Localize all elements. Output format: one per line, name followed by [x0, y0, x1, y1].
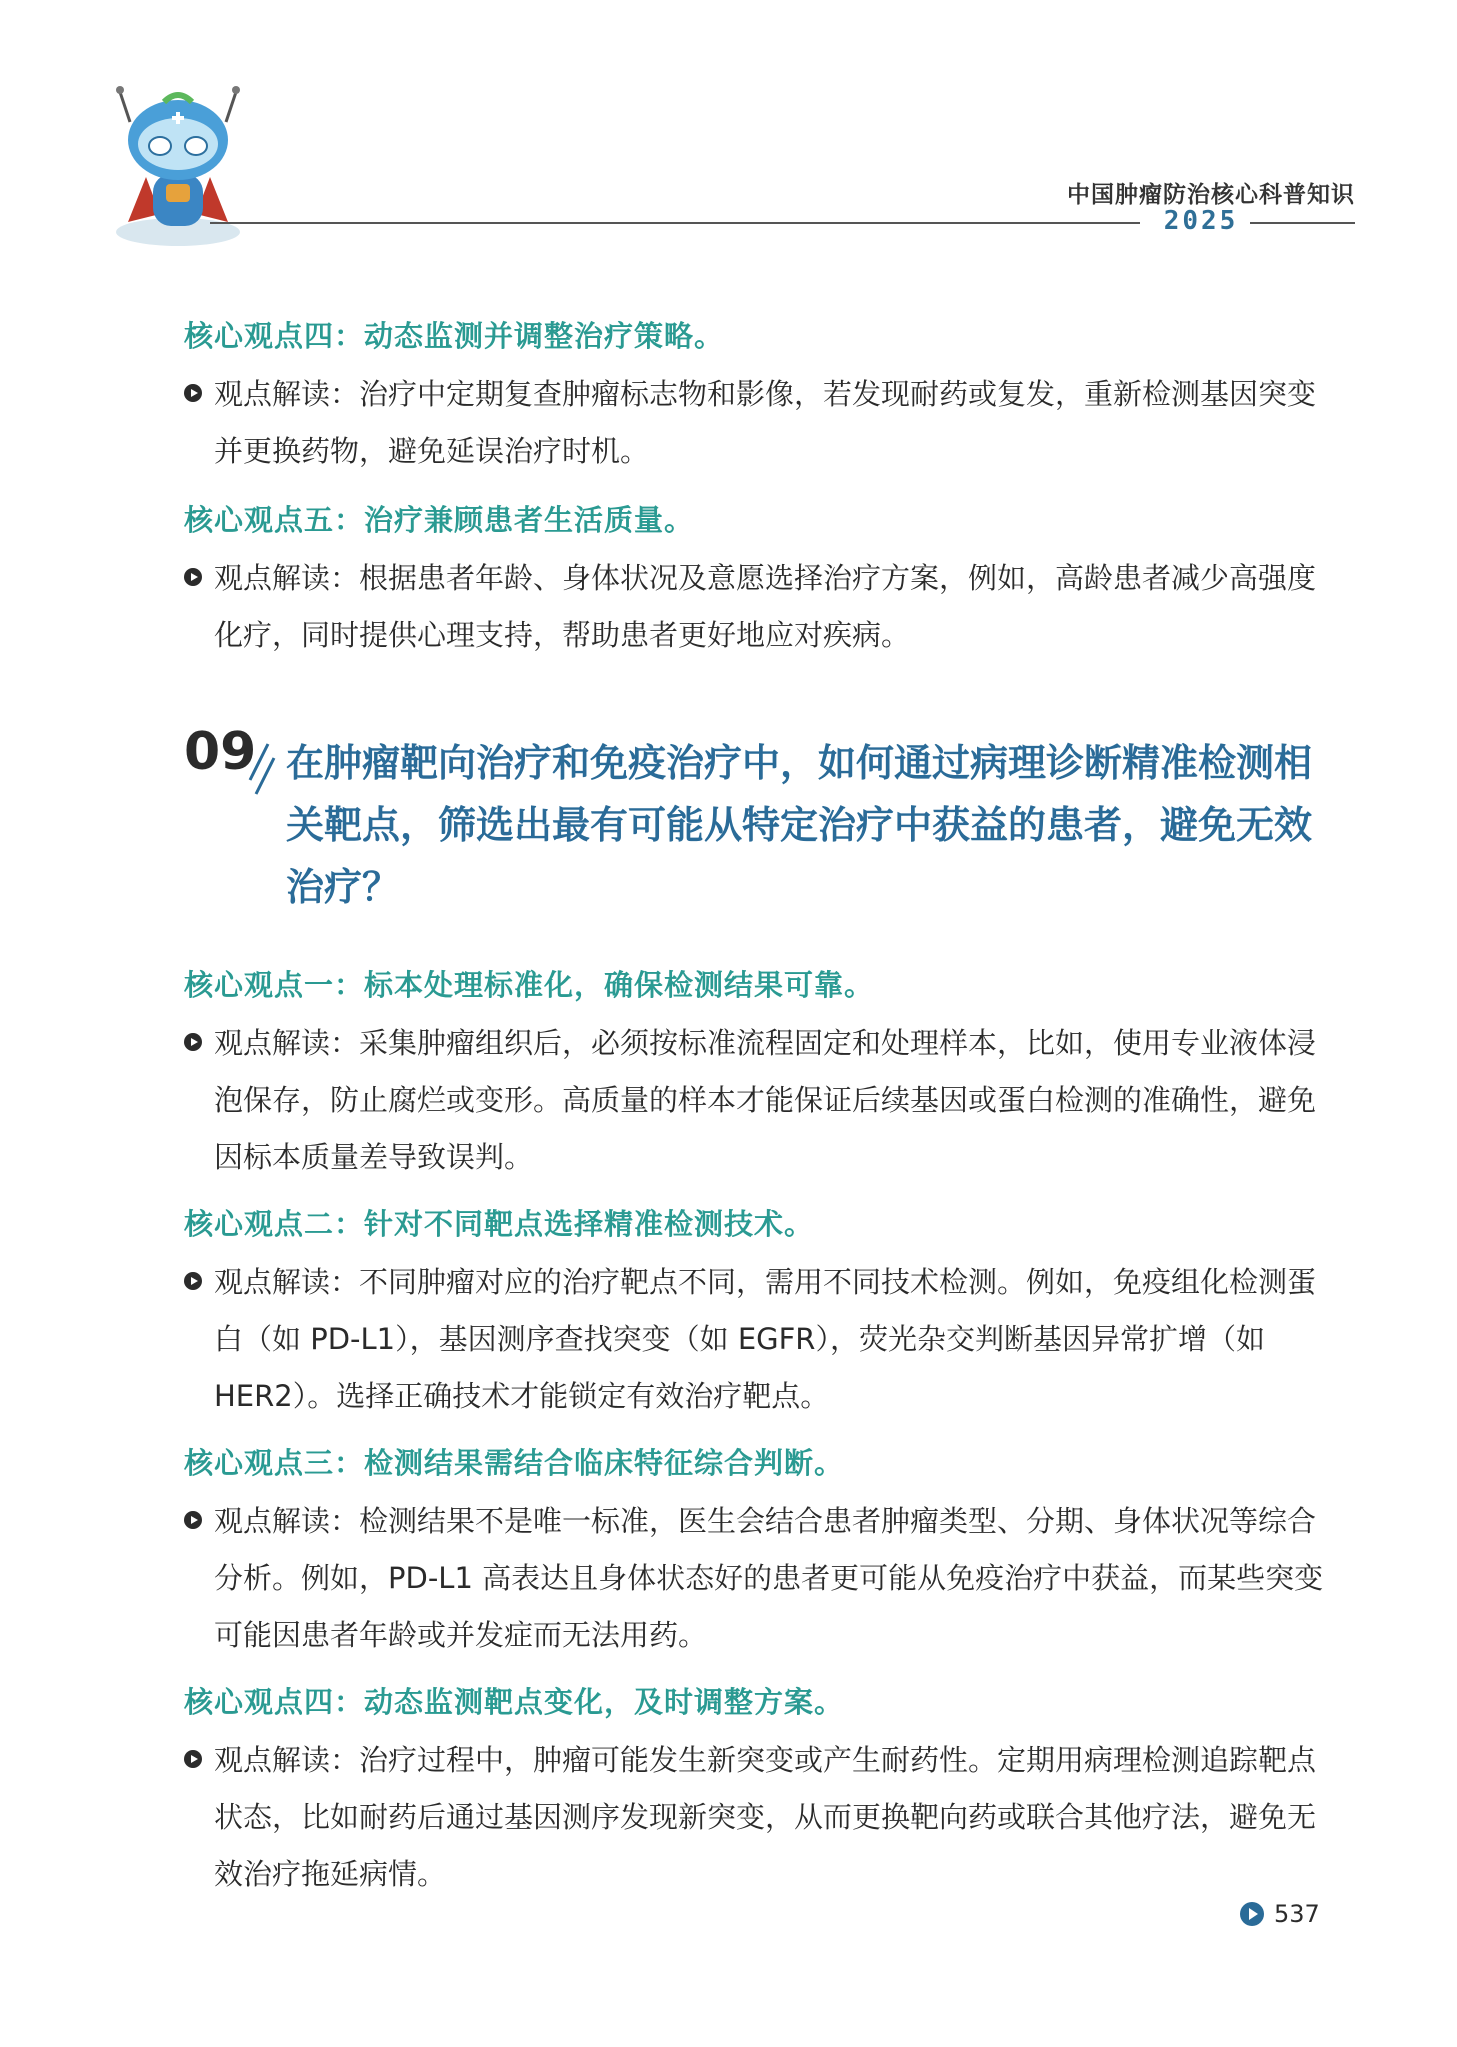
book-year: 2025 — [1163, 206, 1239, 236]
point-heading: 核心观点一：标本处理标准化，确保检测结果可靠。 — [184, 968, 875, 1002]
point-heading: 核心观点五：治疗兼顾患者生活质量。 — [184, 503, 695, 537]
point-heading: 核心观点四：动态监测并调整治疗策略。 — [184, 319, 725, 353]
book-title: 中国肿瘤防治核心科普知识 — [1067, 182, 1355, 208]
play-bullet-icon — [184, 1750, 202, 1768]
header-rule-right — [1250, 222, 1355, 224]
double-slash-icon — [246, 740, 276, 810]
page-number: 537 — [1240, 1900, 1320, 1928]
section-title: 在肿瘤靶向治疗和免疫治疗中，如何通过病理诊断精准检测相关靶点，筛选出最有可能从特定治疗中获益的患者，避免无效治疗？ — [286, 741, 1313, 909]
point-heading: 核心观点三：检测结果需结合临床特征综合判断。 — [184, 1446, 845, 1480]
header-rule-left — [210, 222, 1140, 224]
play-circle-icon — [1240, 1902, 1264, 1926]
play-bullet-icon — [184, 1272, 202, 1290]
play-bullet-icon — [184, 384, 202, 402]
play-bullet-icon — [184, 1511, 202, 1529]
point-heading: 核心观点四：动态监测靶点变化，及时调整方案。 — [184, 1685, 845, 1719]
play-bullet-icon — [184, 568, 202, 586]
point-paragraph: 观点解读：根据患者年龄、身体状况及意愿选择治疗方案，例如，高龄患者减少高强度化疗，同时提供心理支持，帮助患者更好地应对疾病。 — [184, 550, 1324, 664]
point-paragraph: 观点解读：检测结果不是唯一标准，医生会结合患者肿瘤类型、分期、身体状况等综合分析。例如，PD-L1 高表达且身体状态好的患者更可能从免疫治疗中获益，而某些突变可能因患者年龄或并发症而无法用药。 — [184, 1493, 1324, 1664]
point-heading: 核心观点二：针对不同靶点选择精准检测技术。 — [184, 1207, 815, 1241]
section-number: 09 — [184, 722, 257, 782]
point-paragraph: 观点解读：不同肿瘤对应的治疗靶点不同，需用不同技术检测。例如，免疫组化检测蛋白（如 PD-L1），基因测序查找突变（如 EGFR），荧光杂交判断基因异常扩增（如 HER2）。选择正确技术才能锁定有效治疗靶点。 — [184, 1254, 1324, 1425]
point-paragraph: 观点解读：采集肿瘤组织后，必须按标准流程固定和处理样本，比如，使用专业液体浸泡保存，防止腐烂或变形。高质量的样本才能保证后续基因或蛋白检测的准确性，避免因标本质量差导致误判。 — [184, 1015, 1324, 1186]
point-paragraph: 观点解读：治疗中定期复查肿瘤标志物和影像，若发现耐药或复发，重新检测基因突变并更换药物，避免延误治疗时机。 — [184, 366, 1324, 480]
point-paragraph: 观点解读：治疗过程中，肿瘤可能发生新突变或产生耐药性。定期用病理检测追踪靶点状态，比如耐药后通过基因测序发现新突变，从而更换靶向药或联合其他疗法，避免无效治疗拖延病情。 — [184, 1732, 1324, 1903]
play-bullet-icon — [184, 1033, 202, 1051]
robot-mascot-icon — [108, 82, 248, 250]
